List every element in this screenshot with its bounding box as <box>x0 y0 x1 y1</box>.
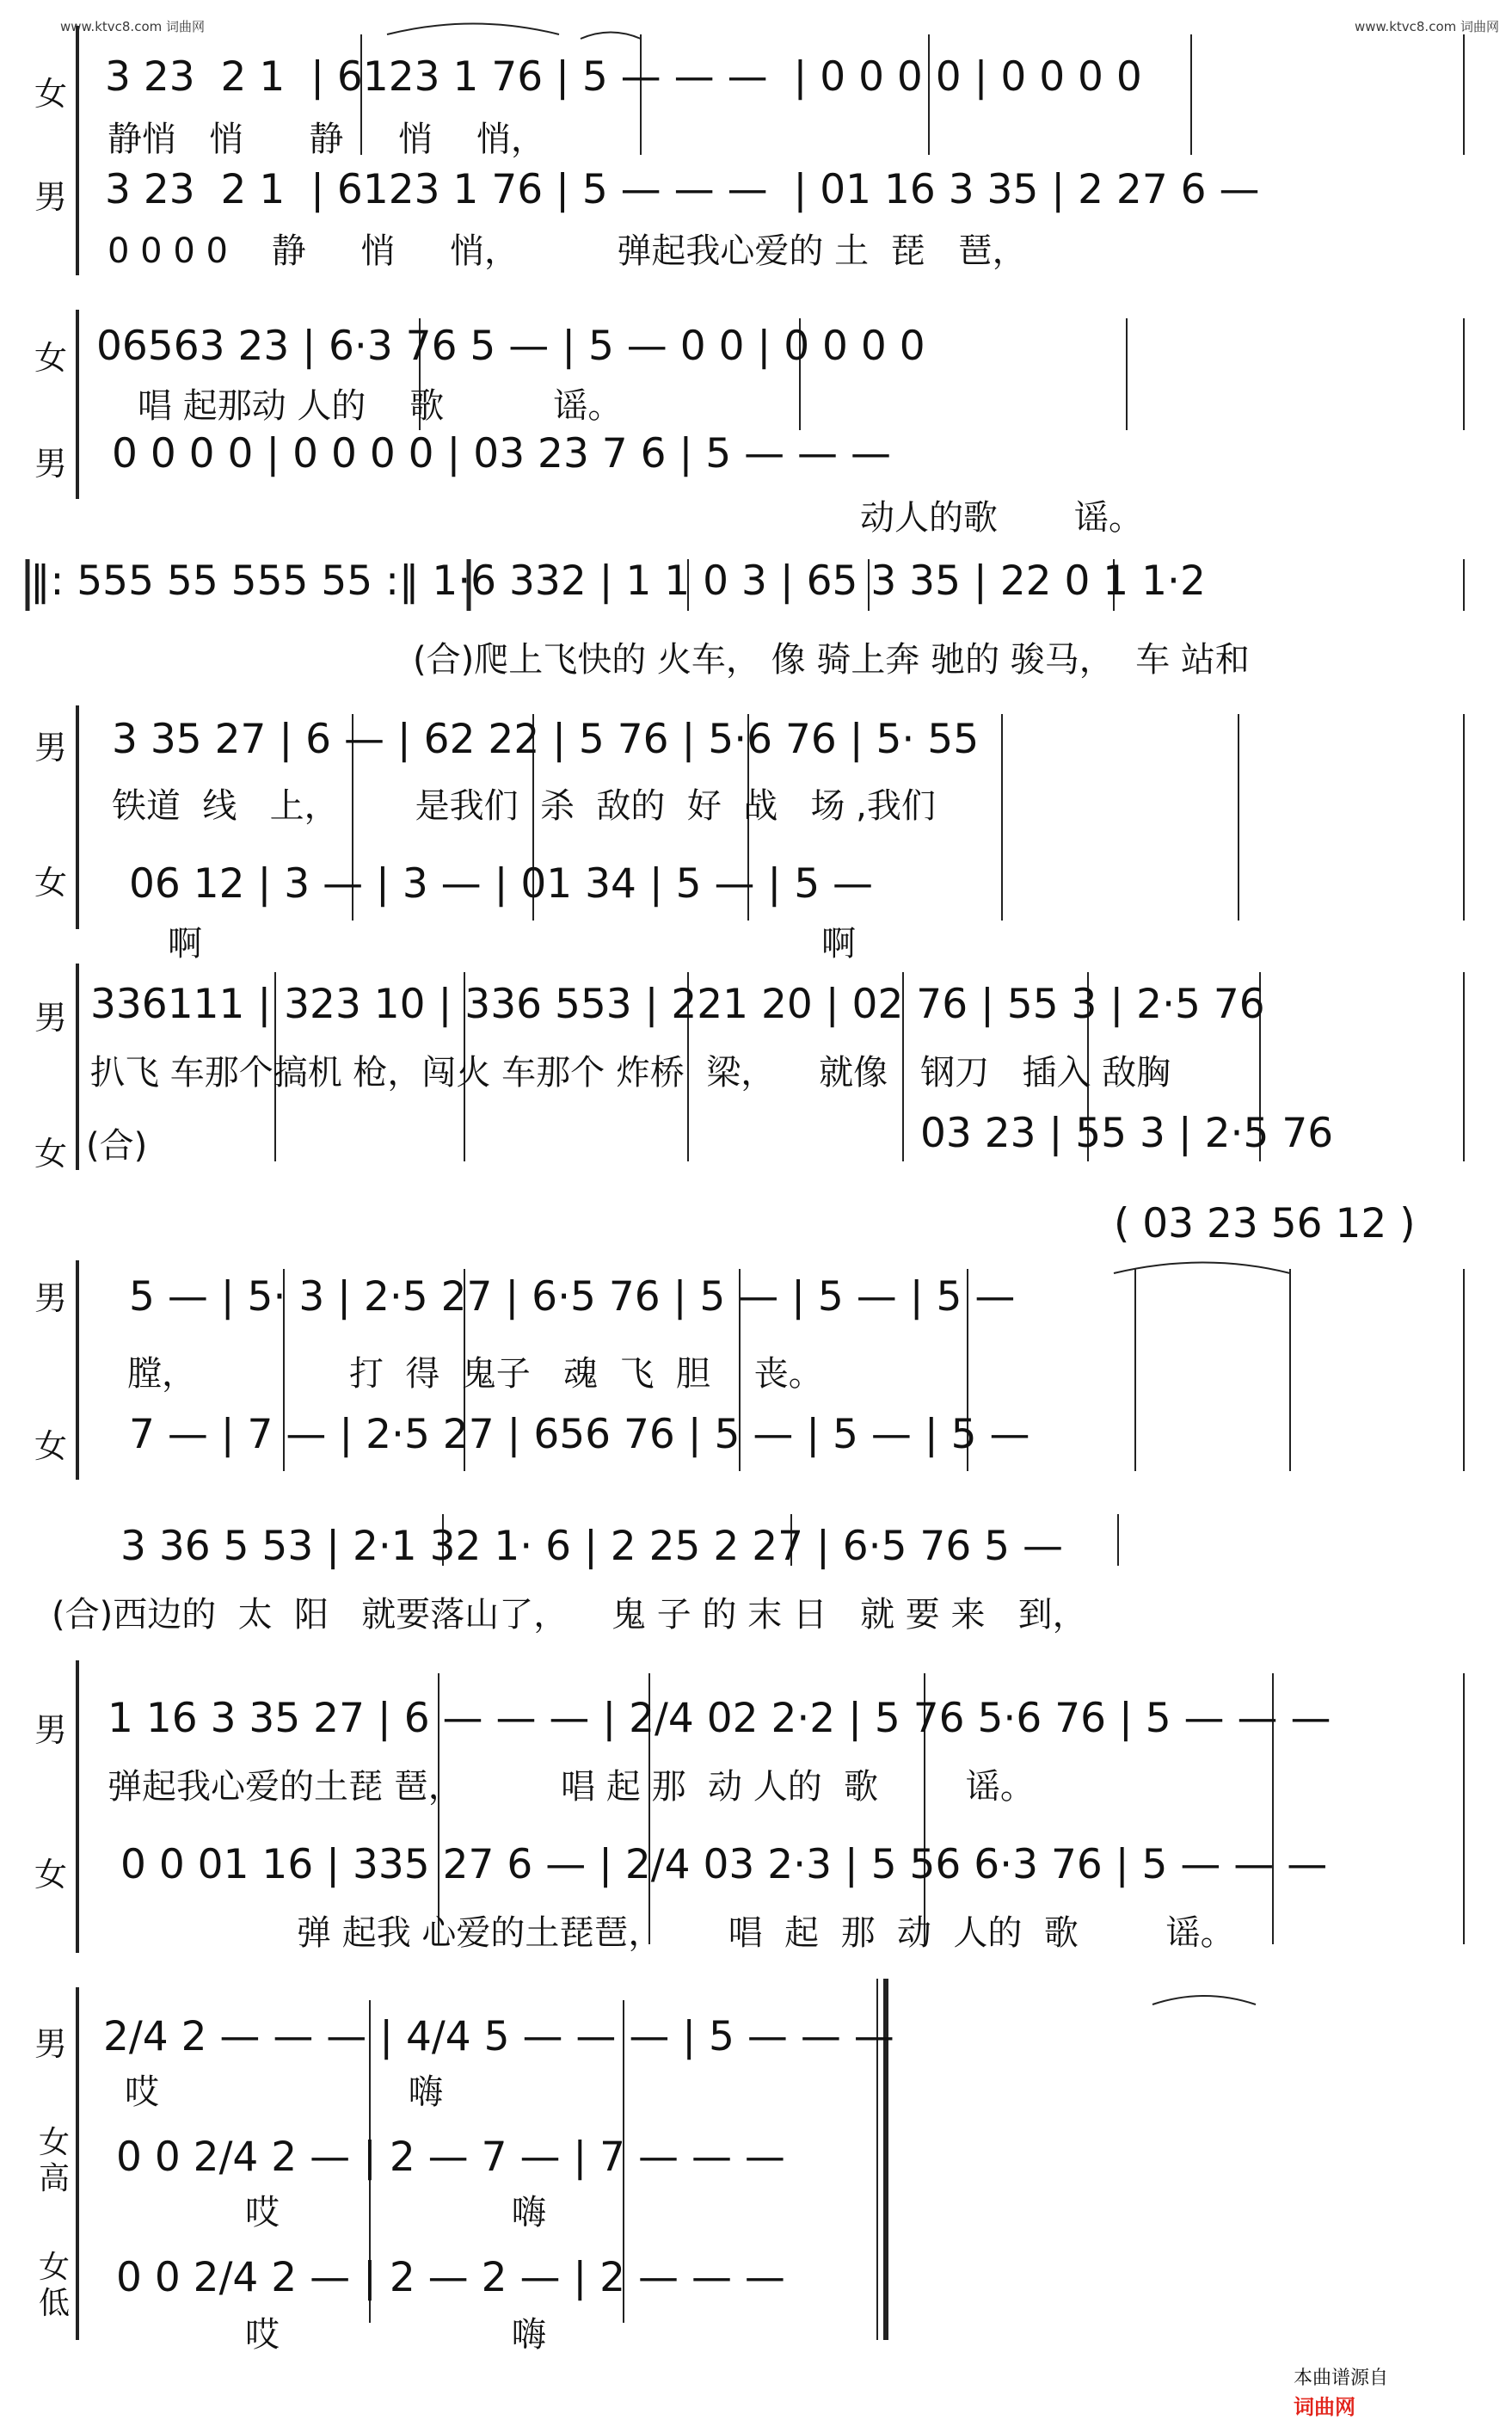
site-watermark-right: www.ktvc8.com 词曲网 <box>1355 19 1500 34</box>
notes-row6-female: 7 — | 7 — | 2·5 27 | 656 76 | 5 — | 5 — | 5 — <box>129 1411 1030 1458</box>
lyrics-row2-female: 唱 起那动 人的 歌 谣。 <box>138 386 623 426</box>
notes-row5-female: 03 23 | 55 3 | 2·5 76 <box>920 1110 1334 1157</box>
notes-row1-male: 3 23 2 1 | 6123 1 76 | 5 — — — | 01 16 3 35 | 2 27 6 — <box>105 166 1260 213</box>
lyrics-row9-female-low-b: 嗨 <box>512 2315 546 2355</box>
notes-row8-male: 1 16 3 35 27 | 6 — — — | 2/4 02 2·2 | 5 76 5·6 76 | 5 — — — <box>108 1695 1331 1742</box>
notes-row2-female: 06563 23 | 6·3 76 5 — | 5 — 0 0 | 0 0 0 0 <box>96 323 925 370</box>
lyrics-row8-male: 弹起我心爱的土琵 琶， 唱 起 那 动 人的 歌 谣。 <box>108 1767 1035 1807</box>
notes-row4-male: 3 35 27 | 6 — | 62 22 | 5 76 | 5·6 76 | 5· 55 <box>112 716 980 763</box>
notes-row4-female: 06 12 | 3 — | 3 — | 01 34 | 5 — | 5 — <box>129 860 874 908</box>
footer-source-text: 本曲谱源自 <box>1294 2368 1389 2389</box>
notes-row5-male: 336111 | 323 10 | 336 553 | 221 20 | 02 76 | 55 3 | 2·5 76 <box>90 981 1265 1028</box>
notes-row9-female-low: 0 0 2/4 2 — | 2 — 2 — | 2 — — — <box>116 2254 785 2301</box>
notes-row9-male: 2/4 2 — — — | 4/4 5 — — — | 5 — — — <box>103 2013 894 2060</box>
part-label-male: 男 <box>34 1279 68 1317</box>
lyrics-row5-male: 扒飞 车那个搞机 枪，闯火 车那个 炸桥 梁， 就像 钢刀 插入 敌胸 <box>90 1053 1171 1093</box>
notes-row6-interlude: ( 03 23 56 12 ) <box>1114 1200 1416 1247</box>
part-label-female: 女 <box>34 864 68 902</box>
footer-source <box>1282 2342 1388 2420</box>
lyrics-row3-intro: (合)爬上飞快的 火车， 像 骑上奔 驰的 骏马， 车 站和 <box>413 640 1250 680</box>
lyrics-row4-female-b: 啊 <box>821 924 856 964</box>
part-label-female: 女 <box>34 339 68 377</box>
lyrics-row1-female: 静悄 悄 静 悄 悄， <box>108 120 545 159</box>
part-label-female: 女 <box>34 1135 68 1173</box>
lyrics-row9-female-high-a: 哎 <box>245 2193 280 2232</box>
lyrics-row9-female-low-a: 哎 <box>245 2315 280 2355</box>
lyrics-row9-female-high-b: 嗨 <box>512 2193 546 2232</box>
lyrics-row4-male: 铁道 线 上， 是我们 杀 敌的 好 战 场 ,我们 <box>112 786 936 826</box>
lyrics-row9-male-b: 嗨 <box>409 2072 443 2112</box>
part-label-female: 女 <box>34 1427 68 1465</box>
notes-row3-intro: ‖: 555 55 555 55 :‖ 1·6 332 | 1 1 0 3 | 65 3 35 | 22 0 1 1·2 <box>30 557 1206 605</box>
lyrics-row2-male: 动人的歌 谣。 <box>860 498 1144 538</box>
lyrics-row4-female-a: 啊 <box>168 924 202 964</box>
part-label-female-high: 女 高 <box>38 2125 70 2196</box>
footer-brand-link[interactable]: 词曲网 <box>1294 2395 1355 2419</box>
part-label-male: 男 <box>34 729 68 767</box>
notes-row9-female-high: 0 0 2/4 2 — | 2 — 7 — | 7 — — — <box>116 2134 785 2181</box>
site-watermark-left: www.ktvc8.com 词曲网 <box>60 19 206 34</box>
part-label-male: 男 <box>34 2025 68 2063</box>
part-label-female-low: 女 低 <box>38 2250 70 2321</box>
notes-row1-female: 3 23 2 1 | 6123 1 76 | 5 — — — | 0 0 0 0 | 0 0 0 0 <box>105 53 1142 101</box>
part-label-female: 女 <box>34 1856 68 1894</box>
notes-row8-female: 0 0 01 16 | 335 27 6 — | 2/4 03 2·3 | 5 56 6·3 76 | 5 — — — <box>120 1841 1328 1888</box>
lyrics-row5-female: (合) <box>86 1126 148 1166</box>
lyrics-row8-female: 弹 起我 心爱的土琵琶， 唱 起 那 动 人的 歌 谣。 <box>297 1913 1235 1953</box>
part-label-female: 女 <box>34 75 68 113</box>
notes-row2-male: 0 0 0 0 | 0 0 0 0 | 03 23 7 6 | 5 — — — <box>112 430 891 477</box>
lyrics-row6-male: 膛， 打 得 鬼子 魂 飞 胆 丧。 <box>127 1354 823 1394</box>
lyrics-row9-male-a: 哎 <box>125 2072 159 2112</box>
lyrics-row1-male: 0 0 0 0 静 悄 悄， 弹起我心爱的 土 琵 琶， <box>108 231 1027 271</box>
notes-row7-chorus: 3 36 5 53 | 2·1 32 1· 6 | 2 25 2 27 | 6·5 76 5 — <box>120 1523 1064 1570</box>
part-label-male: 男 <box>34 445 68 483</box>
part-label-male: 男 <box>34 999 68 1037</box>
part-label-male: 男 <box>34 178 68 216</box>
part-label-male: 男 <box>34 1711 68 1749</box>
notes-row6-male: 5 — | 5· 3 | 2·5 27 | 6·5 76 | 5 — | 5 — | 5 — <box>129 1273 1016 1321</box>
lyrics-row7-chorus: (合)西边的 太 阳 就要落山了， 鬼 子 的 末 日 就 要 来 到， <box>52 1595 1087 1635</box>
